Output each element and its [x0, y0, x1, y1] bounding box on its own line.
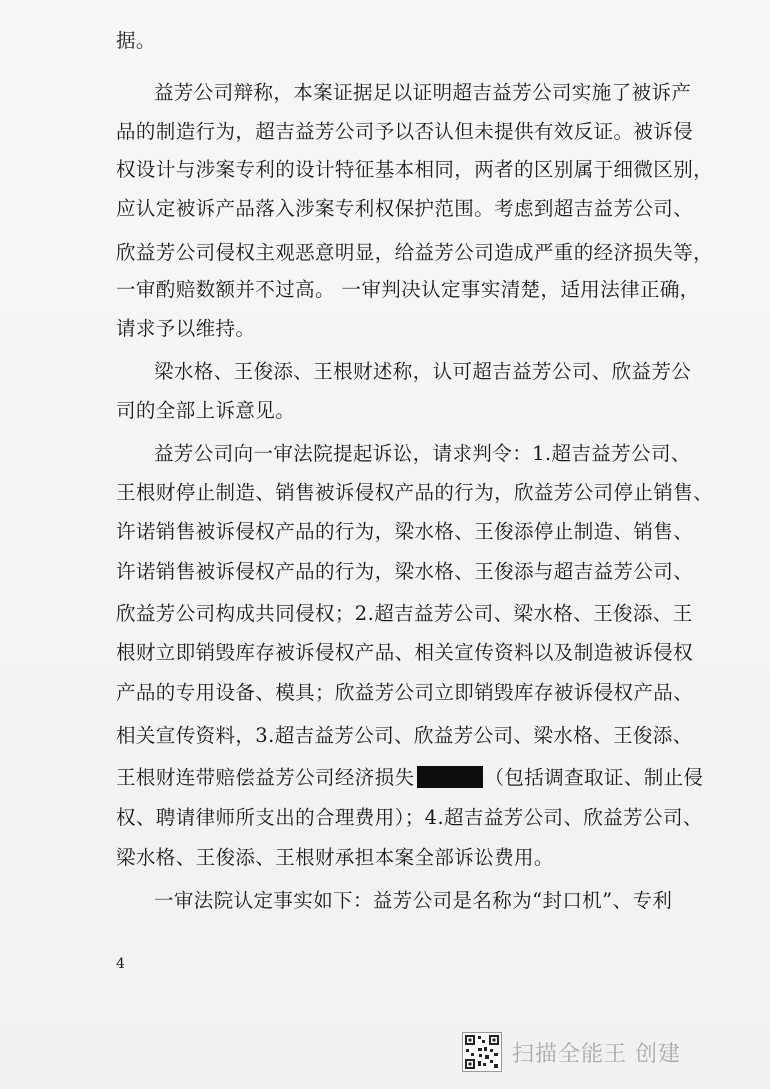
text-segment: （包括调查取证、制止侵	[484, 766, 704, 789]
paragraph-first-line: 益芳公司辩称，本案证据足以证明超吉益芳公司实施了被诉产	[154, 81, 692, 104]
watermark-text: 扫描全能王 创建	[512, 1041, 681, 1067]
text-line: 一审酌赔数额并不过高。 一审判决认定事实清楚，适用法律正确，	[116, 278, 700, 301]
redaction-box	[417, 766, 483, 788]
text-line: 据。	[116, 29, 156, 52]
text-line: 司的全部上诉意见。	[116, 399, 296, 422]
text-line: 王根财停止制造、销售被诉侵权产品的行为，欣益芳公司停止销售、	[116, 481, 714, 504]
text-line: 权设计与涉案专利的设计特征基本相同，两者的区别属于细微区别，	[116, 158, 714, 181]
text-line: 梁水格、王俊添、王根财承担本案全部诉讼费用。	[116, 846, 554, 869]
page-number: 4	[116, 956, 125, 972]
text-line: 请求予以维持。	[116, 317, 256, 340]
text-line: 应认定被诉产品落入涉案专利权保护范围。考虑到超吉益芳公司、	[116, 197, 694, 220]
text-line: 欣益芳公司构成共同侵权；2.超吉益芳公司、梁水格、王俊添、王	[116, 602, 693, 625]
text-segment: 王根财连带赔偿益芳公司经济损失	[116, 766, 415, 789]
text-line: 品的制造行为，超吉益芳公司予以否认但未提供有效反证。被诉侵	[116, 120, 694, 143]
paragraph-first-line: 一审法院认定事实如下：益芳公司是名称为“封口机”、专利	[154, 889, 673, 912]
qr-code-icon	[462, 1032, 502, 1072]
paragraph-first-line: 益芳公司向一审法院提起诉讼，请求判令：1.超吉益芳公司、	[154, 442, 691, 465]
text-line: 许诺销售被诉侵权产品的行为，梁水格、王俊添停止制造、销售、	[116, 520, 694, 543]
paragraph-first-line: 梁水格、王俊添、王根财述称，认可超吉益芳公司、欣益芳公	[154, 360, 692, 383]
text-line: 根财立即销毁库存被诉侵权产品、相关宣传资料以及制造被诉侵权	[116, 641, 694, 664]
text-line: 产品的专用设备、模具；欣益芳公司立即销毁库存被诉侵权产品、	[116, 681, 694, 704]
text-line: 权、聘请律师所支出的合理费用）；4.超吉益芳公司、欣益芳公司、	[116, 806, 703, 829]
text-line-with-redaction	[116, 765, 703, 791]
text-line: 相关宣传资料，3.超吉益芳公司、欣益芳公司、梁水格、王俊添、	[116, 724, 693, 747]
text-line: 许诺销售被诉侵权产品的行为，梁水格、王俊添与超吉益芳公司、	[116, 560, 694, 583]
text-line: 欣益芳公司侵权主观恶意明显，给益芳公司造成严重的经济损失等，	[116, 241, 714, 264]
scanner-watermark	[462, 1030, 681, 1074]
